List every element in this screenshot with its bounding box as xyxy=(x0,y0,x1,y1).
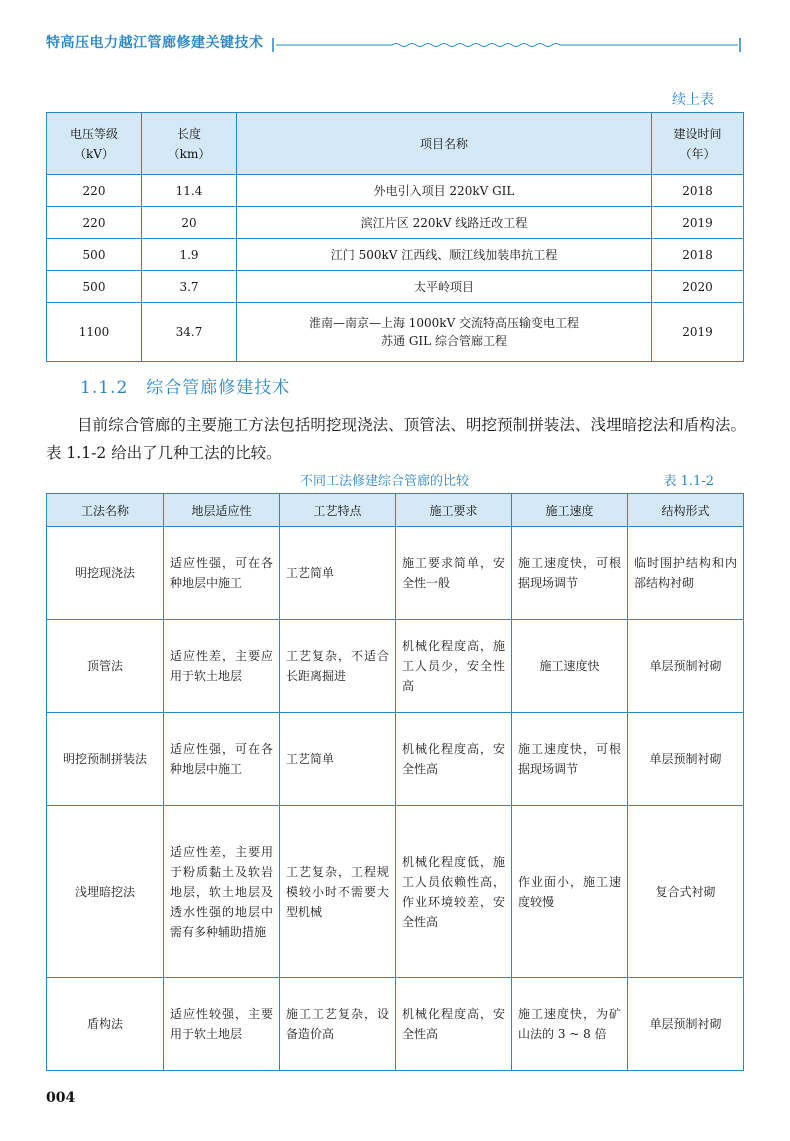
voltage-project-table xyxy=(46,112,744,362)
body-paragraph: 目前综合管廊的主要施工方法包括明挖现浇法、顶管法、明挖预制拼装法、浅埋暗挖法和盾构法。表 1.1-2 给出了几种工法的比较。 xyxy=(46,416,746,462)
table-header-row xyxy=(47,494,744,527)
cell-method: 浅埋暗挖法 xyxy=(47,806,164,978)
table-header-row xyxy=(47,113,744,175)
cell-stratum: 适应性强，可在各种地层中施工 xyxy=(164,527,280,620)
header-length: 长度 （km） xyxy=(142,113,237,175)
cell-speed: 作业面小，施工速度较慢 xyxy=(512,806,628,978)
cell-project: 外电引入项目 220kV GIL xyxy=(237,175,652,207)
cell-process: 工艺复杂，不适合长距离掘进 xyxy=(280,620,396,713)
table-row xyxy=(47,239,744,271)
cell-voltage: 500 xyxy=(47,271,142,303)
continued-label: 续上表 xyxy=(672,92,714,108)
table-row xyxy=(47,271,744,303)
cell-year: 2019 xyxy=(652,207,744,239)
cell-speed: 施工速度快，可根据现场调节 xyxy=(512,527,628,620)
cell-length: 11.4 xyxy=(142,175,237,207)
cell-length: 1.9 xyxy=(142,239,237,271)
cell-speed: 施工速度快，为矿山法的 3 ~ 8 倍 xyxy=(512,978,628,1071)
cell-method: 明挖预制拼装法 xyxy=(47,713,164,806)
cell-speed: 施工速度快，可根据现场调节 xyxy=(512,713,628,806)
cell-requirement: 机械化程度高，安全性高 xyxy=(396,713,512,806)
table-row xyxy=(47,806,744,978)
cell-requirement: 施工要求简单，安全性一般 xyxy=(396,527,512,620)
cell-process: 工艺简单 xyxy=(280,527,396,620)
table-row xyxy=(47,713,744,806)
header-structure: 结构形式 xyxy=(628,494,744,527)
cell-structure: 临时围护结构和内部结构衬砌 xyxy=(628,527,744,620)
cell-method: 顶管法 xyxy=(47,620,164,713)
cell-structure: 单层预制衬砌 xyxy=(628,620,744,713)
cell-project: 太平岭项目 xyxy=(237,271,652,303)
cell-voltage: 1100 xyxy=(47,303,142,362)
header-method: 工法名称 xyxy=(47,494,164,527)
cell-voltage: 500 xyxy=(47,239,142,271)
cell-method: 明挖现浇法 xyxy=(47,527,164,620)
table-row xyxy=(47,527,744,620)
cell-stratum: 适应性较强，主要用于软土地层 xyxy=(164,978,280,1071)
running-head-title: 特高压电力越江管廊修建关键技术 xyxy=(46,35,264,51)
header-stratum: 地层适应性 xyxy=(164,494,280,527)
method-comparison-table xyxy=(46,493,744,1071)
section-title: 综合管廊修建技术 xyxy=(146,378,291,398)
cell-year: 2019 xyxy=(652,303,744,362)
cell-length: 20 xyxy=(142,207,237,239)
cell-stratum: 适应性差，主要应用于软土地层 xyxy=(164,620,280,713)
table-row xyxy=(47,175,744,207)
header-requirement: 施工要求 xyxy=(396,494,512,527)
cell-length: 3.7 xyxy=(142,271,237,303)
cell-project: 淮南—南京—上海 1000kV 交流特高压输变电工程 苏通 GIL 综合管廊工程 xyxy=(237,303,652,362)
header-project: 项目名称 xyxy=(237,113,652,175)
cell-stratum: 适应性差，主要用于粉质黏土及软岩地层，软土地层及透水性强的地层中需有多种辅助措施 xyxy=(164,806,280,978)
cell-requirement: 机械化程度高，施工人员少，安全性高 xyxy=(396,620,512,713)
cell-project: 滨江片区 220kV 线路迁改工程 xyxy=(237,207,652,239)
header-year: 建设时间 （年） xyxy=(652,113,744,175)
cell-process: 工艺简单 xyxy=(280,713,396,806)
cell-year: 2018 xyxy=(652,175,744,207)
header-speed: 施工速度 xyxy=(512,494,628,527)
page-number: 004 xyxy=(46,1090,76,1106)
table-row xyxy=(47,303,744,362)
cell-structure: 单层预制衬砌 xyxy=(628,978,744,1071)
cell-structure: 单层预制衬砌 xyxy=(628,713,744,806)
header-rule xyxy=(272,36,742,54)
cell-method: 盾构法 xyxy=(47,978,164,1071)
header-process: 工艺特点 xyxy=(280,494,396,527)
table-row xyxy=(47,620,744,713)
cell-speed: 施工速度快 xyxy=(512,620,628,713)
cell-voltage: 220 xyxy=(47,175,142,207)
table-number: 表 1.1-2 xyxy=(663,474,714,489)
cell-stratum: 适应性强，可在各种地层中施工 xyxy=(164,713,280,806)
cell-length: 34.7 xyxy=(142,303,237,362)
table-row xyxy=(47,978,744,1071)
cell-year: 2018 xyxy=(652,239,744,271)
table-row xyxy=(47,207,744,239)
cell-requirement: 机械化程度低，施工人员依赖性高，作业环境较差，安全性高 xyxy=(396,806,512,978)
section-heading xyxy=(80,373,290,398)
cell-process: 施工工艺复杂，设备造价高 xyxy=(280,978,396,1071)
cell-year: 2020 xyxy=(652,271,744,303)
cell-voltage: 220 xyxy=(47,207,142,239)
header-voltage: 电压等级 （kV） xyxy=(47,113,142,175)
cell-requirement: 机械化程度高，安全性高 xyxy=(396,978,512,1071)
section-number: 1.1.2 xyxy=(80,378,129,398)
cell-project: 江门 500kV 江西线、顺江线加装串抗工程 xyxy=(237,239,652,271)
cell-process: 工艺复杂，工程规模较小时不需要大型机械 xyxy=(280,806,396,978)
cell-structure: 复合式衬砌 xyxy=(628,806,744,978)
table-caption: 不同工法修建综合管廊的比较 xyxy=(300,474,470,489)
